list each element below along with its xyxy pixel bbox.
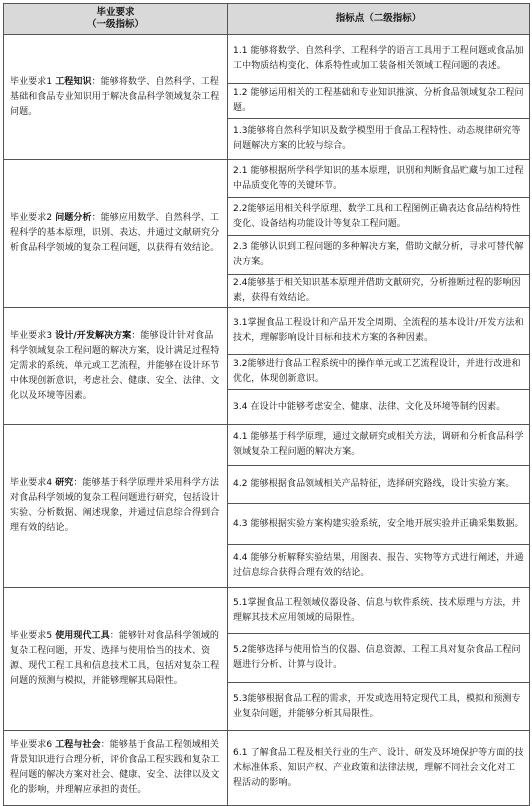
indicator-cell: 2.4能够基于相关知识基本原理并借助文献研究，分析推断过程的影响因素，获得有效结论。 xyxy=(228,275,530,308)
indicator-cell: 4.3 能够根据实验方案构建实验系统，安全地开展实验并正确采集数据。 xyxy=(228,504,530,545)
requirement-cell xyxy=(4,160,228,308)
indicator-cell: 5.1掌握食品工程领域仪器设备、信息与软件系统、技术原理与方法，并理解其技术应用领域的局限性。 xyxy=(228,588,530,634)
requirement-cell xyxy=(4,731,228,806)
indicator-cell: 1.2 能够运用相关的工程基础和专业知识推演、分析食品领域复杂工程问题。 xyxy=(228,84,530,119)
indicator-cell: 6.1 了解食品工程及相关行业的生产、设计、研发及环境保护等方面的技术标准体系、知识产权、产业政策和法律法规，理解不同社会文化对工程活动的影响。 xyxy=(228,731,530,806)
header-indicator: 指标点（二级指标） xyxy=(228,4,530,35)
indicator-cell: 3.2能够进行食品工程系统中的操作单元或工艺流程设计，并进行改进和优化，体现创新意识。 xyxy=(228,355,530,390)
header-requirement xyxy=(4,4,228,35)
requirement-name: 使用现代工具 xyxy=(55,631,110,641)
requirement-prefix: 毕业要求4 xyxy=(10,478,56,488)
indicator-cell: 5.3能够根据食品工程的需求，开发或选用特定现代工具，模拟和预测专业复杂问题，并能够分析其局限性。 xyxy=(228,683,530,731)
requirement-cell xyxy=(4,308,228,425)
indicator-cell: 4.1 能够基于科学原理，通过文献研究或相关方法，调研和分析食品科学领域复杂工程问题的解决方案。 xyxy=(228,425,530,466)
table-row xyxy=(4,425,530,466)
indicator-cell: 2.3 能够认识到工程问题的多种解决方案，借助文献分析，寻求可替代解决方案。 xyxy=(228,236,530,275)
indicator-cell: 1.3能够将自然科学知识及数学模型用于食品工程特性、动态规律研究等问题解决方案的比较与综合。 xyxy=(228,119,530,160)
table-row xyxy=(4,588,530,634)
requirements-table xyxy=(3,3,530,806)
indicator-cell: 2.1 能够根据所学科学知识的基本原理，识别和判断食品贮藏与加工过程中品质变化等的关键环节。 xyxy=(228,160,530,198)
requirement-name: 研究 xyxy=(55,478,74,488)
requirement-text: ：能够基于食品工程领域相关背景知识进行合理分析，评价食品工程实践和复杂工程问题的解决方案对社会、健康、安全、法律以及文化的影响，并理解应承担的责任。 xyxy=(10,740,220,795)
header-requirement-subtitle: （一级指标） xyxy=(86,19,144,30)
requirement-prefix: 毕业要求5 xyxy=(10,631,56,641)
indicator-cell: 2.2能够运用相关科学原理、数学工具和工程图例正确表达食品结构特性变化、设备结构功能设计等复杂工程问题。 xyxy=(228,198,530,236)
requirement-text: ：能够将数学、自然科学、工程基础和食品专业知识用于解决食品科学领域复杂工程问题。 xyxy=(10,76,220,117)
requirement-prefix: 毕业要求6 xyxy=(10,740,56,750)
indicator-cell: 3.1掌握食品工程设计和产品开发全周期、全流程的基本设计/开发方法和技术，理解影响设计目标和技术方案的各种因素。 xyxy=(228,308,530,355)
requirement-text: ：能够针对食品科学领域的复杂工程问题，开发、选择与使用恰当的技术、资源、现代工程工具和信息技术工具，包括对复杂工程问题的预测与模拟，并能够理解其局限性。 xyxy=(10,631,220,686)
table-row xyxy=(4,308,530,355)
indicator-cell: 1.1 能够将数学、自然科学、工程科学的语言工具用于工程问题或食品加工中物质结构变化、体系特性或加工装备相关领域工程问题的表述。 xyxy=(228,35,530,84)
requirement-cell xyxy=(4,425,228,588)
requirement-name: 问题分析 xyxy=(55,213,92,223)
requirement-prefix: 毕业要求2 xyxy=(10,213,56,223)
requirement-name: 工程与社会 xyxy=(55,740,101,750)
indicator-cell: 5.2能够选择与使用恰当的仪器、信息资源、工程工具对复杂食品工程问题进行分析、计算与设计。 xyxy=(228,634,530,683)
requirement-prefix: 毕业要求3 xyxy=(10,330,56,341)
requirement-text: ：能够应用数学、自然科学、工程科学的基本原理，识别、表达、并通过文献研究分析食品科学领域的复杂工程问题，以获得有效结论。 xyxy=(10,213,220,253)
requirement-cell xyxy=(4,35,228,160)
requirement-text: ：能够基于科学原理并采用科学方法对食品科学领域的复杂工程问题进行研究，包括设计实验、分析数据、阐述现象，并通过信息综合得到合理有效的结论。 xyxy=(10,478,220,533)
indicator-cell: 4.2 能够根据食品领域相关产品特征，选择研究路线，设计实验方案。 xyxy=(228,466,530,504)
requirement-text: ：能够设计针对食品科学领域复杂工程问题的解决方案，设计满足过程特定需求的系统、单元或工艺流程，并能够在设计环节中体现创新意识，考虑社会、健康、安全、法律、文化以及环境等因素。 xyxy=(10,330,220,401)
indicator-cell: 3.4 在设计中能够考虑安全、健康、法律、文化及环境等制约因素。 xyxy=(228,390,530,425)
table-header-row xyxy=(4,4,530,35)
requirement-name: 工程知识 xyxy=(55,76,92,87)
indicator-cell: 4.4 能够分析解释实验结果，用图表、报告、实物等方式进行阐述，并通过信息综合获得合理有效的结论。 xyxy=(228,545,530,588)
header-requirement-title: 毕业要求 xyxy=(96,7,135,18)
table-row xyxy=(4,35,530,84)
requirement-prefix: 毕业要求1 xyxy=(10,76,56,87)
requirement-cell xyxy=(4,588,228,731)
table-row xyxy=(4,731,530,806)
table-row xyxy=(4,160,530,198)
requirement-name: 设计/开发解决方案 xyxy=(55,330,132,341)
